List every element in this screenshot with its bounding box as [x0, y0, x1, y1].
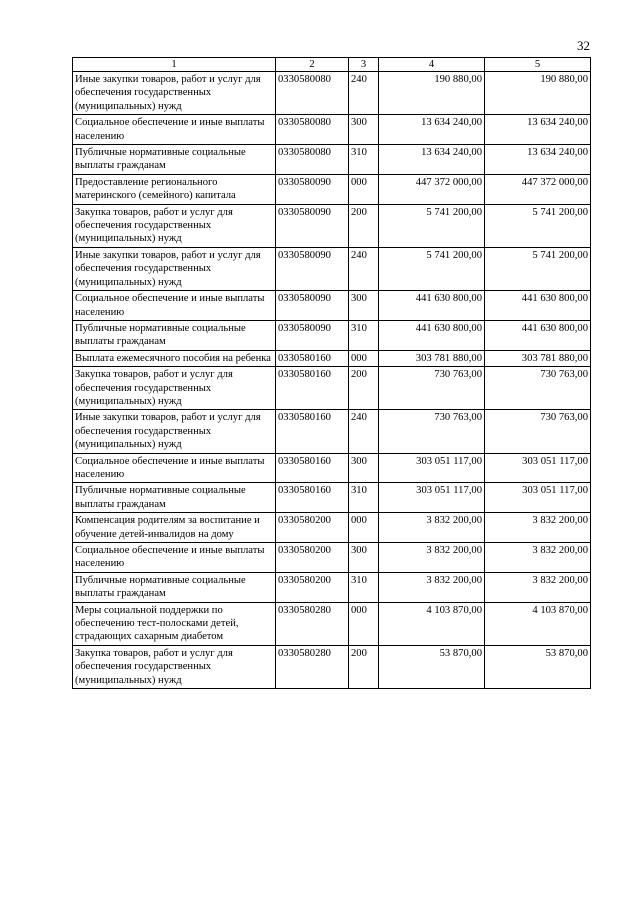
- row-type-cell: 000: [349, 513, 379, 543]
- row-type-cell: 310: [349, 572, 379, 602]
- row-type-cell: 300: [349, 543, 379, 573]
- row-code-cell: 0330580200: [276, 543, 349, 573]
- row-type-cell: 310: [349, 320, 379, 350]
- page-number: 32: [577, 38, 590, 53]
- row-value-col4-cell: 13 634 240,00: [379, 115, 485, 145]
- row-type-cell: 000: [349, 602, 379, 645]
- row-code-cell: 0330580160: [276, 367, 349, 410]
- table-row: [73, 645, 591, 688]
- row-value-col5-cell: 13 634 240,00: [485, 115, 591, 145]
- row-name-cell: Предоставление регионального материнского (семейного) капитала: [73, 174, 276, 204]
- row-value-col5-cell: 53 870,00: [485, 645, 591, 688]
- row-value-col5-cell: 3 832 200,00: [485, 572, 591, 602]
- row-code-cell: 0330580160: [276, 350, 349, 366]
- table-row: [73, 602, 591, 645]
- row-code-cell: 0330580090: [276, 291, 349, 321]
- row-name-cell: Закупка товаров, работ и услуг для обеспечения государственных (муниципальных) нужд: [73, 645, 276, 688]
- table-row: [73, 320, 591, 350]
- row-code-cell: 0330580080: [276, 72, 349, 115]
- table-row: [73, 513, 591, 543]
- row-value-col4-cell: 303 051 117,00: [379, 453, 485, 483]
- row-value-col4-cell: 447 372 000,00: [379, 174, 485, 204]
- table-header-row: [73, 58, 591, 72]
- row-value-col4-cell: 13 634 240,00: [379, 145, 485, 175]
- table-row: [73, 247, 591, 290]
- row-value-col4-cell: 441 630 800,00: [379, 291, 485, 321]
- row-value-col5-cell: 5 741 200,00: [485, 247, 591, 290]
- row-value-col4-cell: 53 870,00: [379, 645, 485, 688]
- row-value-col5-cell: 190 880,00: [485, 72, 591, 115]
- table-row: [73, 367, 591, 410]
- row-code-cell: 0330580200: [276, 513, 349, 543]
- row-name-cell: Компенсация родителям за воспитание и обучение детей-инвалидов на дому: [73, 513, 276, 543]
- row-value-col5-cell: 447 372 000,00: [485, 174, 591, 204]
- row-value-col4-cell: 190 880,00: [379, 72, 485, 115]
- table-row: [73, 572, 591, 602]
- row-value-col5-cell: 730 763,00: [485, 367, 591, 410]
- row-type-cell: 240: [349, 410, 379, 453]
- row-code-cell: 0330580200: [276, 572, 349, 602]
- row-code-cell: 0330580280: [276, 602, 349, 645]
- row-value-col4-cell: 3 832 200,00: [379, 513, 485, 543]
- row-value-col4-cell: 730 763,00: [379, 410, 485, 453]
- row-type-cell: 300: [349, 453, 379, 483]
- row-name-cell: Закупка товаров, работ и услуг для обеспечения государственных (муниципальных) нужд: [73, 204, 276, 247]
- row-value-col4-cell: 730 763,00: [379, 367, 485, 410]
- row-value-col5-cell: 303 051 117,00: [485, 483, 591, 513]
- row-value-col5-cell: 13 634 240,00: [485, 145, 591, 175]
- row-value-col4-cell: 4 103 870,00: [379, 602, 485, 645]
- table-row: [73, 410, 591, 453]
- row-name-cell: Выплата ежемесячного пособия на ребенка: [73, 350, 276, 366]
- row-name-cell: Социальное обеспечение и иные выплаты населению: [73, 291, 276, 321]
- row-type-cell: 300: [349, 291, 379, 321]
- row-value-col4-cell: 303 051 117,00: [379, 483, 485, 513]
- row-code-cell: 0330580090: [276, 320, 349, 350]
- row-name-cell: Меры социальной поддержки по обеспечению тест-полосками детей, страдающих сахарным диабетом: [73, 602, 276, 645]
- row-name-cell: Закупка товаров, работ и услуг для обеспечения государственных (муниципальных) нужд: [73, 367, 276, 410]
- row-value-col5-cell: 3 832 200,00: [485, 543, 591, 573]
- row-value-col4-cell: 3 832 200,00: [379, 543, 485, 573]
- row-code-cell: 0330580160: [276, 453, 349, 483]
- row-type-cell: 240: [349, 247, 379, 290]
- row-value-col4-cell: 303 781 880,00: [379, 350, 485, 366]
- table-row: [73, 350, 591, 366]
- row-name-cell: Социальное обеспечение и иные выплаты населению: [73, 115, 276, 145]
- row-name-cell: Иные закупки товаров, работ и услуг для обеспечения государственных (муниципальных) нужд: [73, 410, 276, 453]
- row-value-col5-cell: 441 630 800,00: [485, 320, 591, 350]
- table-row: [73, 543, 591, 573]
- row-value-col5-cell: 4 103 870,00: [485, 602, 591, 645]
- row-name-cell: Социальное обеспечение и иные выплаты населению: [73, 543, 276, 573]
- budget-table: [72, 57, 591, 689]
- table-row: [73, 72, 591, 115]
- row-value-col5-cell: 441 630 800,00: [485, 291, 591, 321]
- row-code-cell: 0330580280: [276, 645, 349, 688]
- column-header: 3: [349, 58, 379, 72]
- row-code-cell: 0330580080: [276, 115, 349, 145]
- row-type-cell: 000: [349, 350, 379, 366]
- row-type-cell: 200: [349, 204, 379, 247]
- row-name-cell: Социальное обеспечение и иные выплаты населению: [73, 453, 276, 483]
- table-row: [73, 115, 591, 145]
- row-code-cell: 0330580080: [276, 145, 349, 175]
- row-type-cell: 310: [349, 145, 379, 175]
- row-type-cell: 200: [349, 645, 379, 688]
- row-value-col5-cell: 5 741 200,00: [485, 204, 591, 247]
- table-row: [73, 453, 591, 483]
- row-code-cell: 0330580090: [276, 174, 349, 204]
- row-name-cell: Публичные нормативные социальные выплаты гражданам: [73, 145, 276, 175]
- row-value-col4-cell: 441 630 800,00: [379, 320, 485, 350]
- row-type-cell: 240: [349, 72, 379, 115]
- table-row: [73, 204, 591, 247]
- column-header: 5: [485, 58, 591, 72]
- row-code-cell: 0330580160: [276, 483, 349, 513]
- row-name-cell: Публичные нормативные социальные выплаты гражданам: [73, 483, 276, 513]
- row-code-cell: 0330580090: [276, 204, 349, 247]
- row-name-cell: Публичные нормативные социальные выплаты гражданам: [73, 572, 276, 602]
- column-header: 4: [379, 58, 485, 72]
- row-type-cell: 000: [349, 174, 379, 204]
- row-type-cell: 200: [349, 367, 379, 410]
- row-name-cell: Иные закупки товаров, работ и услуг для обеспечения государственных (муниципальных) нужд: [73, 247, 276, 290]
- row-value-col4-cell: 5 741 200,00: [379, 204, 485, 247]
- column-header: 2: [276, 58, 349, 72]
- row-value-col5-cell: 730 763,00: [485, 410, 591, 453]
- row-value-col5-cell: 303 051 117,00: [485, 453, 591, 483]
- table-row: [73, 174, 591, 204]
- table-row: [73, 483, 591, 513]
- row-name-cell: Публичные нормативные социальные выплаты гражданам: [73, 320, 276, 350]
- row-code-cell: 0330580090: [276, 247, 349, 290]
- table-row: [73, 291, 591, 321]
- column-header: 1: [73, 58, 276, 72]
- table-row: [73, 145, 591, 175]
- row-name-cell: Иные закупки товаров, работ и услуг для обеспечения государственных (муниципальных) нужд: [73, 72, 276, 115]
- row-value-col5-cell: 3 832 200,00: [485, 513, 591, 543]
- row-type-cell: 300: [349, 115, 379, 145]
- row-code-cell: 0330580160: [276, 410, 349, 453]
- row-type-cell: 310: [349, 483, 379, 513]
- row-value-col4-cell: 3 832 200,00: [379, 572, 485, 602]
- row-value-col4-cell: 5 741 200,00: [379, 247, 485, 290]
- row-value-col5-cell: 303 781 880,00: [485, 350, 591, 366]
